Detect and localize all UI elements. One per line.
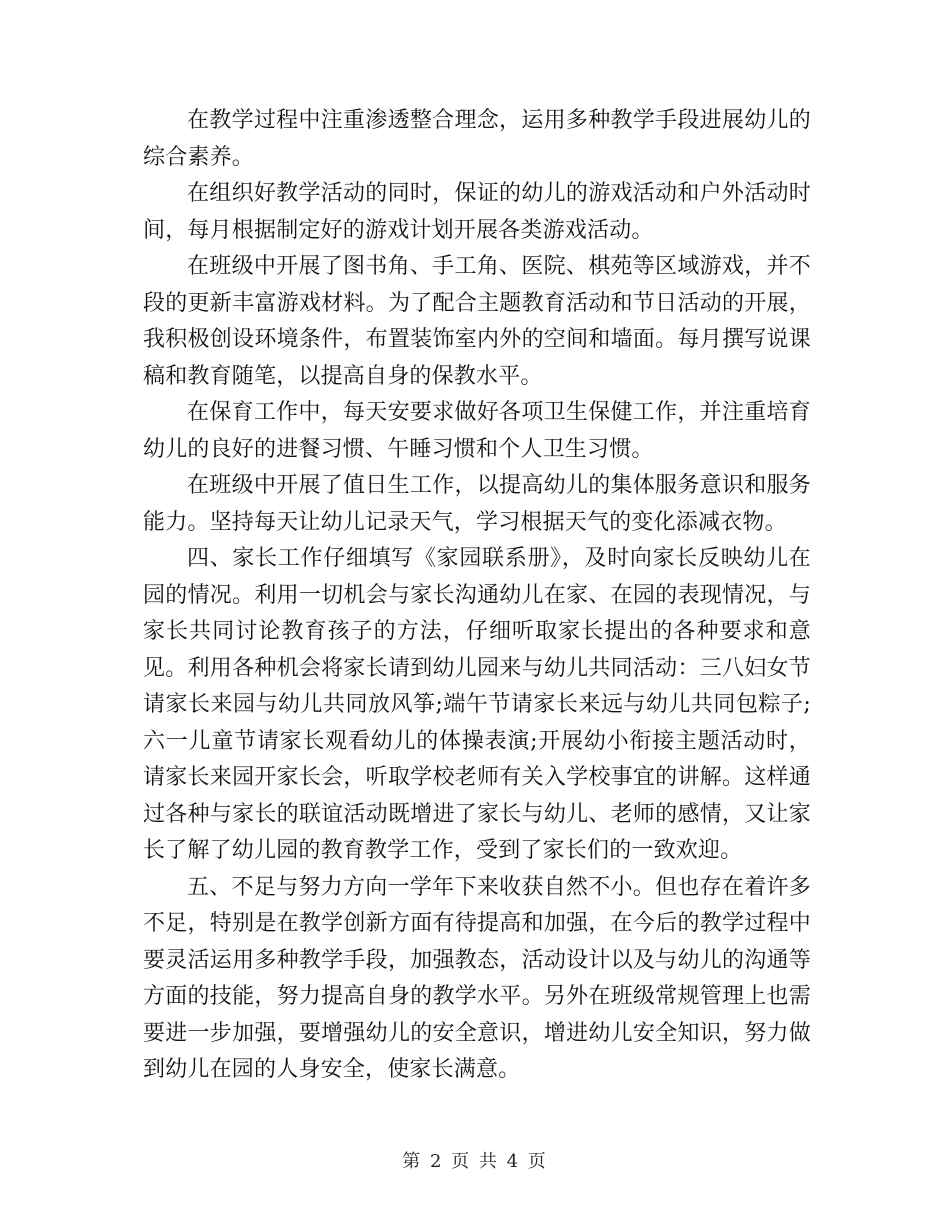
paragraph-area-games: 在班级中开展了图书角、手工角、医院、棋苑等区域游戏，并不段的更新丰富游戏材料。为了配合主题教育活动和节日活动的开展，我积极创设环境条件，布置装饰室内外的空间和墙面。每月撰写说课稿和教育随笔，以提高自身的保教水平。 bbox=[143, 254, 811, 389]
page-number-footer: 第 2 页 共 4 页 bbox=[402, 1151, 548, 1172]
paragraph-care-work: 在保育工作中，每天安要求做好各项卫生保健工作，并注重培育幼儿的良好的进餐习惯、午睡习惯和个人卫生习惯。 bbox=[143, 400, 811, 462]
paragraph-teaching-integration: 在教学过程中注重渗透整合理念，运用多种教学手段进展幼儿的综合素养。 bbox=[143, 108, 811, 170]
paragraph-parent-work: 四、家长工作仔细填写《家园联系册》，及时向家长反映幼儿在园的情况。利用一切机会与家长沟通幼儿在家、在园的表现情况，与家长共同讨论教育孩子的方法，仔细听取家长提出的各种要求和意见。利用各种机会将家长请到幼儿园来与幼儿共同活动：三八妇女节请家长来园与幼儿共同放风筝;端午节请家长来远与幼儿共同包粽子;六一儿童节请家长观看幼儿的体操表演;开展幼小衔接主题活动时，请家长来园开家长会，听取学校老师有关入学校事宜的讲解。这样通过各种与家长的联谊活动既增进了家长与幼儿、老师的感情，又让家长了解了幼儿园的教育教学工作，受到了家长们的一致欢迎。 bbox=[143, 546, 811, 863]
paragraph-shortcomings: 五、不足与努力方向一学年下来收获自然不小。但也存在着许多不足，特别是在教学创新方面有待提高和加强，在今后的教学过程中要灵活运用多种教学手段，加强教态，活动设计以及与幼儿的沟通等方面的技能，努力提高自身的教学水平。另外在班级常规管理上也需要进一步加强，要增强幼儿的安全意识，增进幼儿安全知识，努力做到幼儿在园的人身安全，使家长满意。 bbox=[143, 874, 811, 1082]
document-body bbox=[143, 103, 811, 1089]
paragraph-duty-work: 在班级中开展了值日生工作，以提高幼儿的集体服务意识和服务能力。坚持每天让幼儿记录天气，学习根据天气的变化添减衣物。 bbox=[143, 473, 811, 535]
paragraph-game-activities: 在组织好教学活动的同时，保证的幼儿的游戏活动和户外活动时间，每月根据制定好的游戏计划开展各类游戏活动。 bbox=[143, 181, 811, 243]
